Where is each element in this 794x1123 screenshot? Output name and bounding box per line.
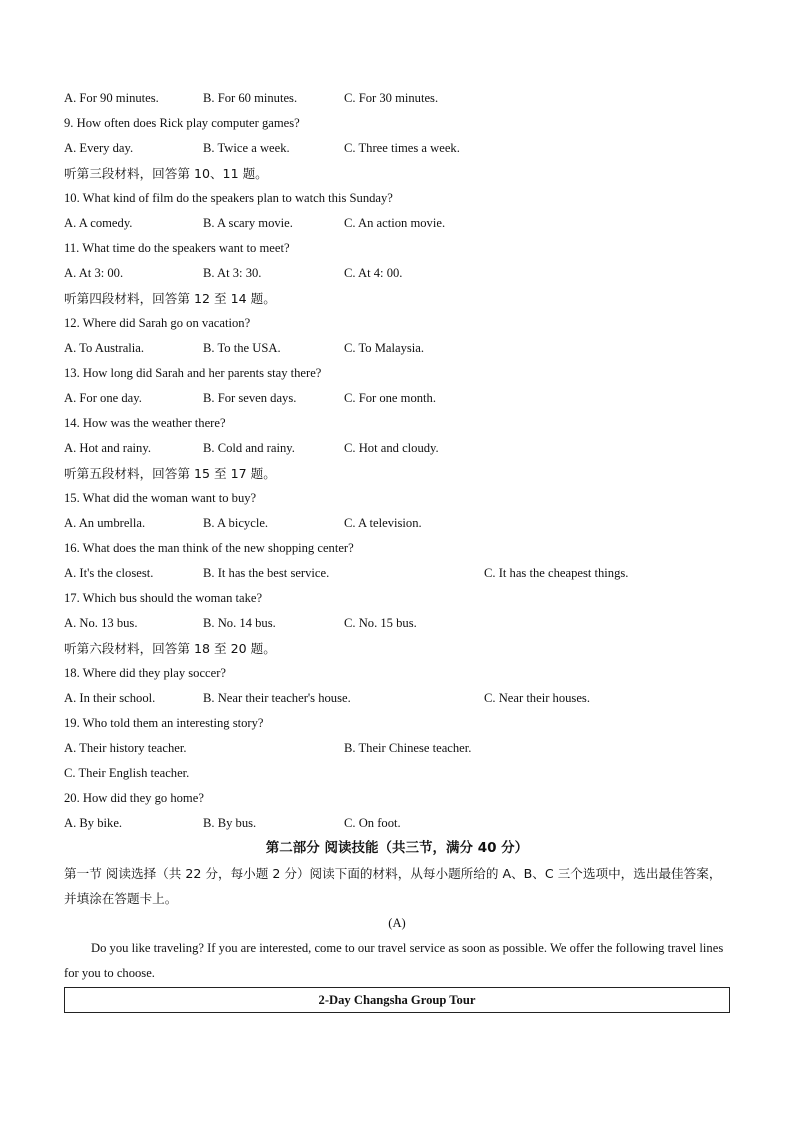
q20-option-c: C. On foot. <box>344 816 401 830</box>
q13-options <box>64 386 730 411</box>
q14-options <box>64 436 730 461</box>
q11-option-b: B. At 3: 30. <box>203 266 262 280</box>
q9-options <box>64 136 730 161</box>
part2-instructions: 第一节 阅读选择（共 22 分，每小题 2 分）阅读下面的材料，从每小题所给的 A、B、C 三个选项中，选出最佳答案，并填涂在答题卡上。 <box>64 866 722 906</box>
q20-question: 20. How did they go home? <box>64 791 204 805</box>
section5-heading: 听第五段材料，回答第 15 至 17 题。 <box>64 466 276 481</box>
q15-option-b: B. A bicycle. <box>203 516 269 530</box>
q16-option-a: A. It's the closest. <box>64 566 154 580</box>
q9-option-c: C. Three times a week. <box>344 141 460 155</box>
passage-label: (A) <box>388 916 406 930</box>
q19-options-row1 <box>64 736 730 761</box>
q12-option-b: B. To the USA. <box>203 341 281 355</box>
q16-options <box>64 561 730 586</box>
q10-option-c: C. An action movie. <box>344 216 446 230</box>
section6-heading: 听第六段材料，回答第 18 至 20 题。 <box>64 641 276 656</box>
q15-option-c: C. A television. <box>344 516 422 530</box>
q9-option-a: A. Every day. <box>64 141 134 155</box>
section4-heading: 听第四段材料，回答第 12 至 14 题。 <box>64 291 276 306</box>
q8-option-c: C. For 30 minutes. <box>344 91 439 105</box>
q18-option-b: B. Near their teacher's house. <box>203 691 351 705</box>
q19-option-a: A. Their history teacher. <box>64 741 187 755</box>
q11-question: 11. What time do the speakers want to meet? <box>64 241 290 255</box>
q17-question: 17. Which bus should the woman take? <box>64 591 263 605</box>
passage-intro: Do you like traveling? If you are interested, come to our travel service as soon as possible. We offer the following travel lines for you to choose. <box>64 941 724 980</box>
q15-option-a: A. An umbrella. <box>64 516 146 530</box>
q13-option-c: C. For one month. <box>344 391 437 405</box>
q14-option-a: A. Hot and rainy. <box>64 441 151 455</box>
q18-options <box>64 686 730 711</box>
q10-option-b: B. A scary movie. <box>203 216 293 230</box>
q17-option-b: B. No. 14 bus. <box>203 616 276 630</box>
q18-question: 18. Where did they play soccer? <box>64 666 227 680</box>
q12-option-c: C. To Malaysia. <box>344 341 425 355</box>
q14-question: 14. How was the weather there? <box>64 416 226 430</box>
exam-page <box>64 86 730 1013</box>
q19-question: 19. Who told them an interesting story? <box>64 716 264 730</box>
q19-option-b: B. Their Chinese teacher. <box>344 741 472 755</box>
q8-options <box>64 86 730 111</box>
q16-option-b: B. It has the best service. <box>203 566 330 580</box>
q11-options <box>64 261 730 286</box>
q20-option-a: A. By bike. <box>64 816 123 830</box>
q11-option-a: A. At 3: 00. <box>64 266 124 280</box>
q8-option-a: A. For 90 minutes. <box>64 91 159 105</box>
q14-option-c: C. Hot and cloudy. <box>344 441 439 455</box>
q18-option-c: C. Near their houses. <box>484 691 590 705</box>
q16-question: 16. What does the man think of the new shopping center? <box>64 541 354 555</box>
q20-option-b: B. By bus. <box>203 816 257 830</box>
q19-option-c: C. Their English teacher. <box>64 766 190 780</box>
tour-title-box: 2-Day Changsha Group Tour <box>64 987 730 1013</box>
q15-question: 15. What did the woman want to buy? <box>64 491 257 505</box>
q8-option-b: B. For 60 minutes. <box>203 91 298 105</box>
q12-option-a: A. To Australia. <box>64 341 145 355</box>
q13-question: 13. How long did Sarah and her parents stay there? <box>64 366 322 380</box>
q17-option-a: A. No. 13 bus. <box>64 616 138 630</box>
q19-options-row2 <box>64 761 730 786</box>
q13-option-b: B. For seven days. <box>203 391 297 405</box>
section3-heading: 听第三段材料，回答第 10、11 题。 <box>64 166 268 181</box>
q11-option-c: C. At 4: 00. <box>344 266 403 280</box>
q10-option-a: A. A comedy. <box>64 216 133 230</box>
q16-option-c: C. It has the cheapest things. <box>484 566 629 580</box>
part2-title: 第二部分 阅读技能（共三节，满分 40 分） <box>265 840 529 856</box>
q17-option-c: C. No. 15 bus. <box>344 616 417 630</box>
q10-options <box>64 211 730 236</box>
q15-options <box>64 511 730 536</box>
q13-option-a: A. For one day. <box>64 391 142 405</box>
q9-option-b: B. Twice a week. <box>203 141 290 155</box>
q10-question: 10. What kind of film do the speakers plan to watch this Sunday? <box>64 191 393 205</box>
q18-option-a: A. In their school. <box>64 691 156 705</box>
q17-options <box>64 611 730 636</box>
q12-options <box>64 336 730 361</box>
q14-option-b: B. Cold and rainy. <box>203 441 295 455</box>
q9-question: 9. How often does Rick play computer games? <box>64 116 300 130</box>
q20-options <box>64 811 730 836</box>
q12-question: 12. Where did Sarah go on vacation? <box>64 316 251 330</box>
